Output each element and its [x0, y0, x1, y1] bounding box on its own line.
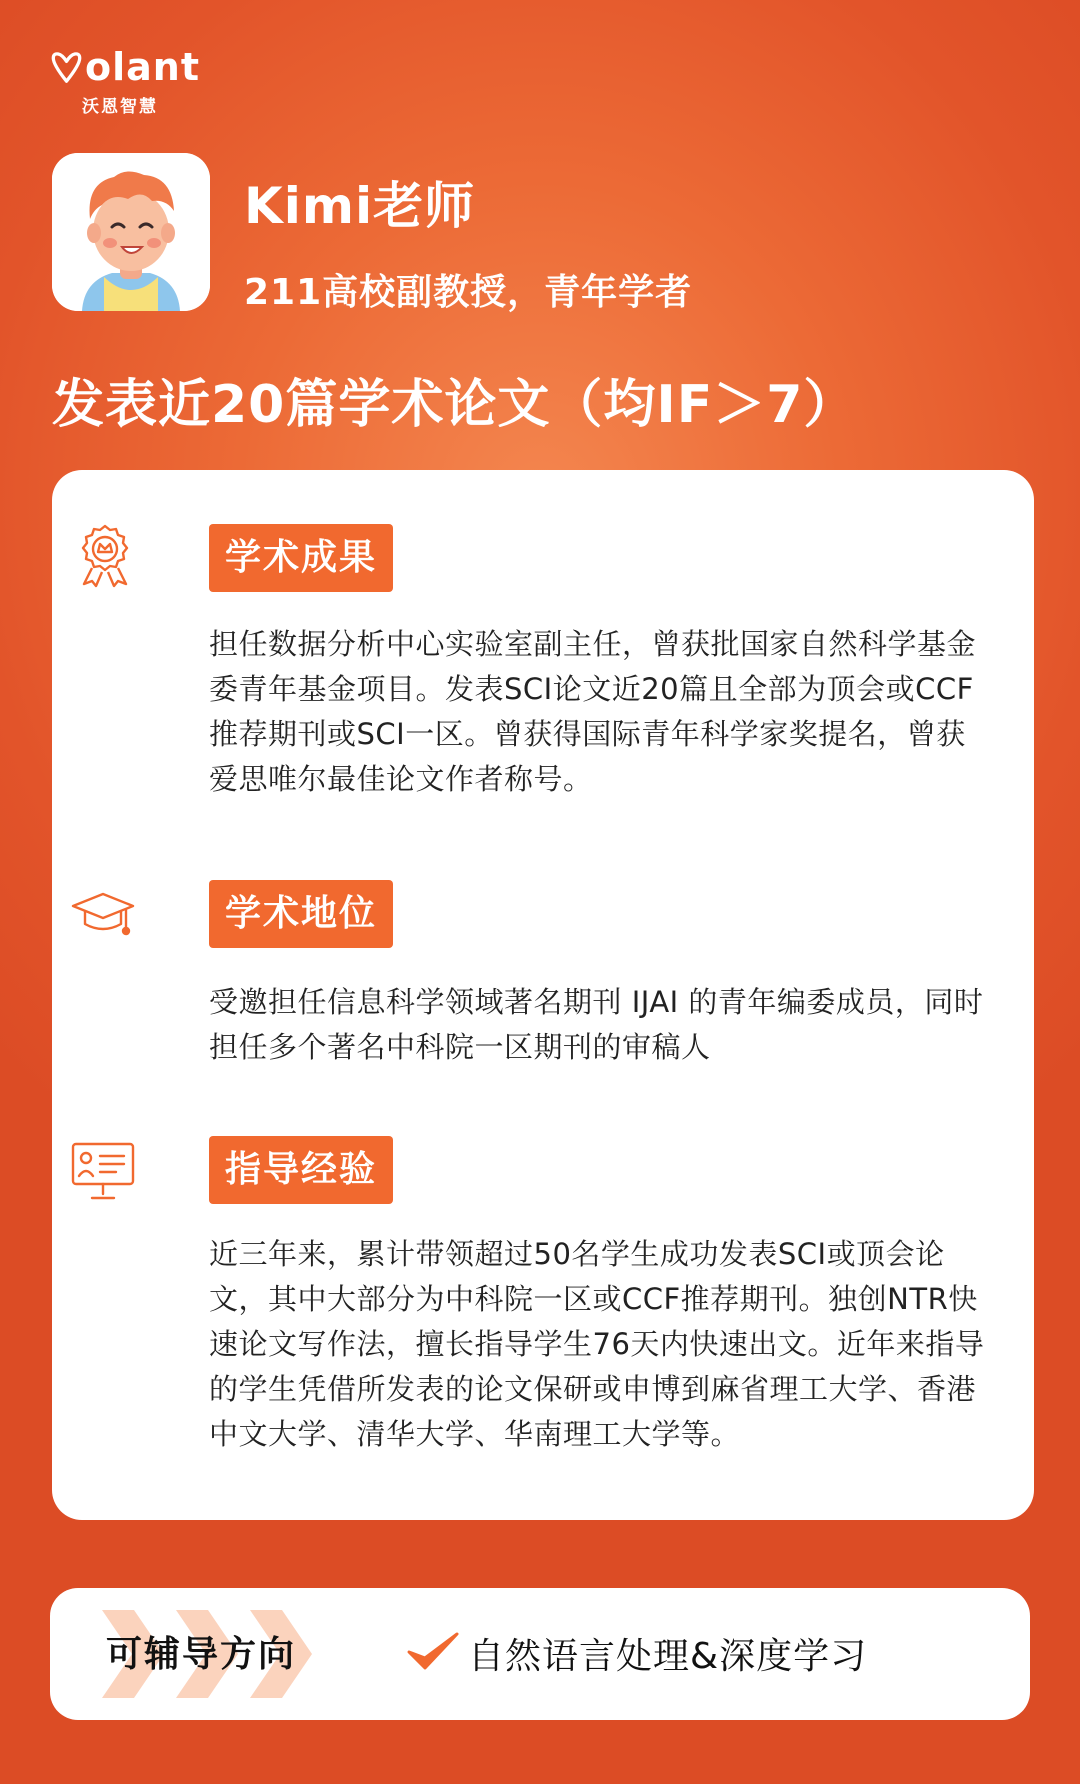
presentation-board-icon	[70, 1138, 136, 1204]
section-text-academic-achievements	[209, 622, 1039, 802]
section-text-guidance-experience	[209, 1232, 1039, 1457]
text-line: 中文大学、清华大学、华南理工大学等。	[209, 1417, 741, 1451]
teacher-avatar-illustration	[52, 153, 210, 311]
graduation-cap-icon	[70, 882, 136, 948]
heart-v-logo-icon	[50, 48, 83, 88]
teacher-name: Kimi老师	[244, 177, 476, 235]
text-line: 担任多个著名中科院一区期刊的审稿人	[209, 1030, 711, 1064]
text-line: 速论文写作法，擅长指导学生76天内快速出文。近年来指导	[209, 1327, 985, 1361]
brand-chinese-name: 沃恩智慧	[82, 97, 158, 117]
brand-name: olant	[85, 45, 200, 89]
guidance-value: 自然语言处理&深度学习	[468, 1636, 868, 1677]
text-line: 推荐期刊或SCI一区。曾获得国际青年科学家奖提名，曾获	[209, 717, 966, 751]
guidance-label: 可辅导方向	[106, 1634, 297, 1675]
section-tag-guidance-experience: 指导经验	[209, 1136, 393, 1204]
profile-card	[52, 470, 1034, 1520]
text-line: 近三年来，累计带领超过50名学生成功发表SCI或顶会论	[209, 1237, 945, 1271]
award-rosette-icon	[72, 522, 138, 588]
text-line: 的学生凭借所发表的论文保研或申博到麻省理工大学、香港	[209, 1372, 977, 1406]
teacher-title: 211高校副教授，青年学者	[244, 272, 693, 313]
section-tag-academic-achievements: 学术成果	[209, 524, 393, 592]
text-line: 受邀担任信息科学领域著名期刊 IJAI 的青年编委成员，同时	[209, 985, 984, 1019]
guidance-bar	[50, 1588, 1030, 1720]
page-headline: 发表近20篇学术论文（均IF＞7）	[52, 375, 857, 435]
avatar	[52, 153, 210, 311]
brand-logo	[50, 46, 200, 116]
checkmark-icon	[405, 1628, 461, 1676]
section-text-academic-status	[209, 980, 1039, 1070]
text-line: 委青年基金项目。发表SCI论文近20篇且全部为顶会或CCF	[209, 672, 974, 706]
text-line: 担任数据分析中心实验室副主任，曾获批国家自然科学基金	[209, 627, 977, 661]
text-line: 文，其中大部分为中科院一区或CCF推荐期刊。独创NTR快	[209, 1282, 978, 1316]
section-tag-academic-status: 学术地位	[209, 880, 393, 948]
text-line: 爱思唯尔最佳论文作者称号。	[209, 762, 593, 796]
